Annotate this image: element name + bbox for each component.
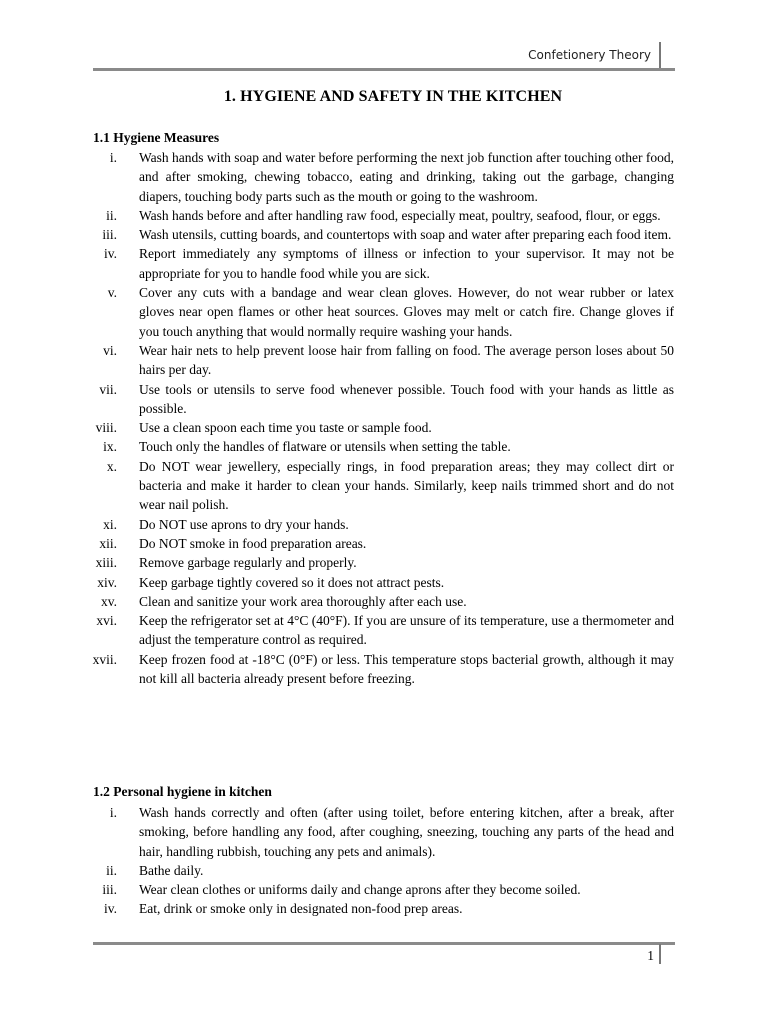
page-title: 1. HYGIENE AND SAFETY IN THE KITCHEN: [223, 88, 563, 105]
header-rule: [93, 68, 675, 71]
list-item: [0, 899, 768, 918]
list-item: [0, 437, 768, 456]
list-item-number: ix.: [103, 439, 117, 455]
list-item-number: x.: [106, 458, 117, 474]
list-item: [0, 283, 768, 341]
list-item-text: Use a clean spoon each time you taste or sample food.: [139, 420, 432, 436]
list-item-text: Keep the refrigerator set at 4°C (40°F). If you are unsure of its temperature, use a thermometer and adjust the temperature control as required.: [139, 613, 674, 648]
list-item-number: i.: [109, 150, 117, 165]
list-item-number: vi.: [103, 342, 117, 358]
list-item: [0, 592, 768, 611]
list-item: [0, 553, 768, 572]
list-item: [0, 341, 768, 380]
list-item-text: Wash hands before and after handling raw food, especially meat, poultry, seafood, flour, or eggs.: [139, 207, 661, 223]
list-item-text: Wash hands with soap and water before performing the next job function after touching other food, and after smoking, chewing tobacco, eating and drinking, taking out the garbage, changing diapers, touching body parts such as the mouth or going to the washroom.: [139, 150, 675, 204]
list-item: [0, 515, 768, 534]
list-item-number: xvii.: [92, 651, 117, 667]
list-item: [0, 206, 768, 225]
list-item-number: xvi.: [96, 613, 117, 629]
list-item-number: v.: [107, 285, 117, 301]
running-header: Confetionery Theory: [528, 48, 651, 62]
list-item-text: Wash hands correctly and often (after using toilet, before entering kitchen, after a break, after smoking, before handling any food, after coughing, sneezing, touching any parts of the head and hair, handling rubbish, touching any pets and animals).: [139, 805, 674, 859]
list-item-number: xii.: [99, 535, 117, 551]
list-item-text: Do NOT wear jewellery, especially rings, in food preparation areas; they may collect dirt or bacteria and make it harder to clean your hands. Similarly, keep nails trimmed short and do not wear nail polish.: [139, 458, 674, 513]
list-item-number: iii.: [102, 227, 117, 243]
list-item-number: iii.: [102, 882, 117, 898]
list-item-number: xiii.: [95, 555, 117, 571]
personal-hygiene-list: [0, 803, 768, 919]
list-item-text: Bathe daily.: [139, 862, 204, 878]
list-item-text: Wear hair nets to help prevent loose hair from falling on food. The average person loses about 50 hairs per day.: [139, 342, 674, 378]
header-divider: [659, 42, 661, 70]
list-item-text: Eat, drink or smoke only in designated non-food prep areas.: [139, 901, 463, 917]
list-item-number: iv.: [104, 901, 117, 917]
list-item-number: ii.: [106, 207, 117, 223]
list-item-number: xi.: [103, 516, 117, 532]
list-item: [0, 880, 768, 899]
list-item: [0, 244, 768, 283]
list-item: [0, 534, 768, 553]
list-item: [0, 803, 768, 861]
list-item-text: Touch only the handles of flatware or utensils when setting the table.: [139, 439, 511, 455]
list-item-text: Wear clean clothes or uniforms daily and change aprons after they become soiled.: [139, 882, 581, 898]
list-item-number: i.: [109, 805, 117, 820]
list-item-text: Keep garbage tightly covered so it does not attract pests.: [139, 574, 445, 590]
list-item: [0, 418, 768, 437]
list-item: [0, 380, 768, 419]
list-item-text: Keep frozen food at -18°C (0°F) or less. This temperature stops bacterial growth, although it may not kill all bacteria already present before freezing.: [139, 651, 674, 687]
list-item-number: vii.: [99, 381, 117, 397]
list-item-text: Do NOT smoke in food preparation areas.: [139, 535, 367, 551]
list-item: [0, 861, 768, 880]
list-item-text: Wash utensils, cutting boards, and countertops with soap and water after preparing each food item.: [139, 227, 672, 243]
list-item-text: Do NOT use aprons to dry your hands.: [139, 516, 349, 532]
list-item: [0, 650, 768, 689]
list-item: [0, 148, 768, 206]
section-heading-hygiene-measures: 1.1 Hygiene Measures: [93, 130, 220, 145]
section-heading-personal-hygiene: 1.2 Personal hygiene in kitchen: [93, 784, 272, 799]
list-item: [0, 611, 768, 650]
list-item-text: Use tools or utensils to serve food whenever possible. Touch food with your hands as little as possible.: [139, 381, 674, 416]
list-item-number: xiv.: [97, 574, 117, 590]
footer-rule: [93, 942, 675, 945]
page-number: 1: [647, 948, 654, 963]
list-item-text: Cover any cuts with a bandage and wear clean gloves. However, do not wear rubber or latex gloves near open flames or other heat sources. Gloves may melt or catch fire. Change gloves if you touch anything that would normally require washing your hands.: [139, 285, 674, 339]
list-item-text: Remove garbage regularly and properly.: [139, 555, 357, 571]
list-item-text: Report immediately any symptoms of illness or infection to your supervisor. It may not be appropriate for you to handle food while you are sick.: [139, 246, 674, 281]
list-item: [0, 457, 768, 515]
list-item: [0, 225, 768, 244]
list-item-number: viii.: [95, 420, 117, 436]
list-item-number: xv.: [101, 593, 117, 609]
list-item: [0, 573, 768, 592]
list-item-text: Clean and sanitize your work area thoroughly after each use.: [139, 593, 467, 609]
hygiene-measures-list: [0, 148, 768, 688]
list-item-number: iv.: [104, 246, 117, 262]
footer-divider: [659, 944, 661, 964]
list-item-number: ii.: [106, 862, 117, 878]
